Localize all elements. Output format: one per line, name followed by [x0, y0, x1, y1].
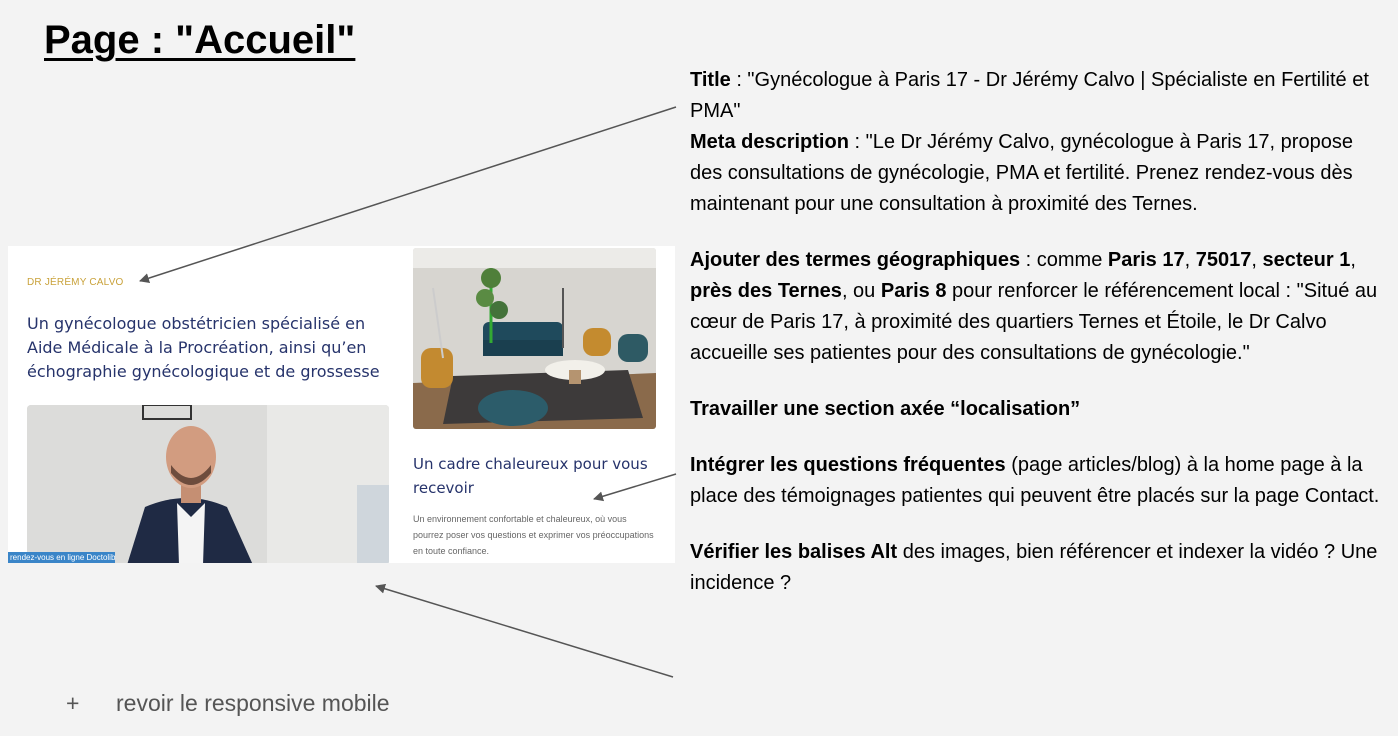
arrow-to-eyebrow [140, 107, 676, 281]
note-title-label: Title [690, 69, 731, 91]
eyebrow-doctor-name: DR JÉRÉMY CALVO [27, 277, 124, 288]
plus-icon: + [66, 690, 80, 716]
footer-note-text: revoir le responsive mobile [116, 690, 390, 716]
page-title: Page : "Accueil" [44, 18, 356, 62]
section-text: Un environnement confortable et chaleureux, où vous pourrez poser vos questions et exprimer vos préoccupations en toute confiance. [413, 514, 654, 556]
hero-title: Un gynécologue obstétricien spécialisé en Aide Médicale à la Procréation, ainsi qu’en échographie gynécologique et de grossesse [27, 314, 380, 381]
section-title: Un cadre chaleureux pour vous recevoir [413, 455, 648, 497]
note-geo: Ajouter des termes géographiques : comme Paris 17, 75017, secteur 1, près des Ternes, ou Paris 8 pour renforcer le référencement local : "Situé au cœur de Paris 17, à proximité des quartiers Ternes et Étoile, le Dr Calvo accueille ses patientes pour des consultations de gynécologie." [690, 249, 1378, 364]
arrow-to-section [594, 474, 676, 499]
note-localisation: Travailler une section axée “localisation” [690, 398, 1081, 420]
note-title: Title : "Gynécologue à Paris 17 - Dr Jérémy Calvo | Spécialiste en Fertilité et PMA" Meta description : "Le Dr Jérémy Calvo, gynécologue à Paris 17, propose des consultations de gynécologie, PMA et fertilité. Prenez rendez-vous dès maintenant pour une consultation à proximité des Ternes. [690, 69, 1369, 215]
arrow-to-images [376, 586, 673, 677]
booking-button[interactable]: rendez-vous en ligne Doctolib [10, 553, 115, 562]
note-meta-label: Meta description [690, 131, 849, 153]
note-faq: Intégrer les questions fréquentes (page articles/blog) à la home page à la place des témoignages patientes qui peuvent être placés sur la page Contact. [690, 454, 1380, 507]
note-alt: Vérifier les balises Alt des images, bien référencer et indexer la vidéo ? Une incidence ? [690, 541, 1378, 594]
